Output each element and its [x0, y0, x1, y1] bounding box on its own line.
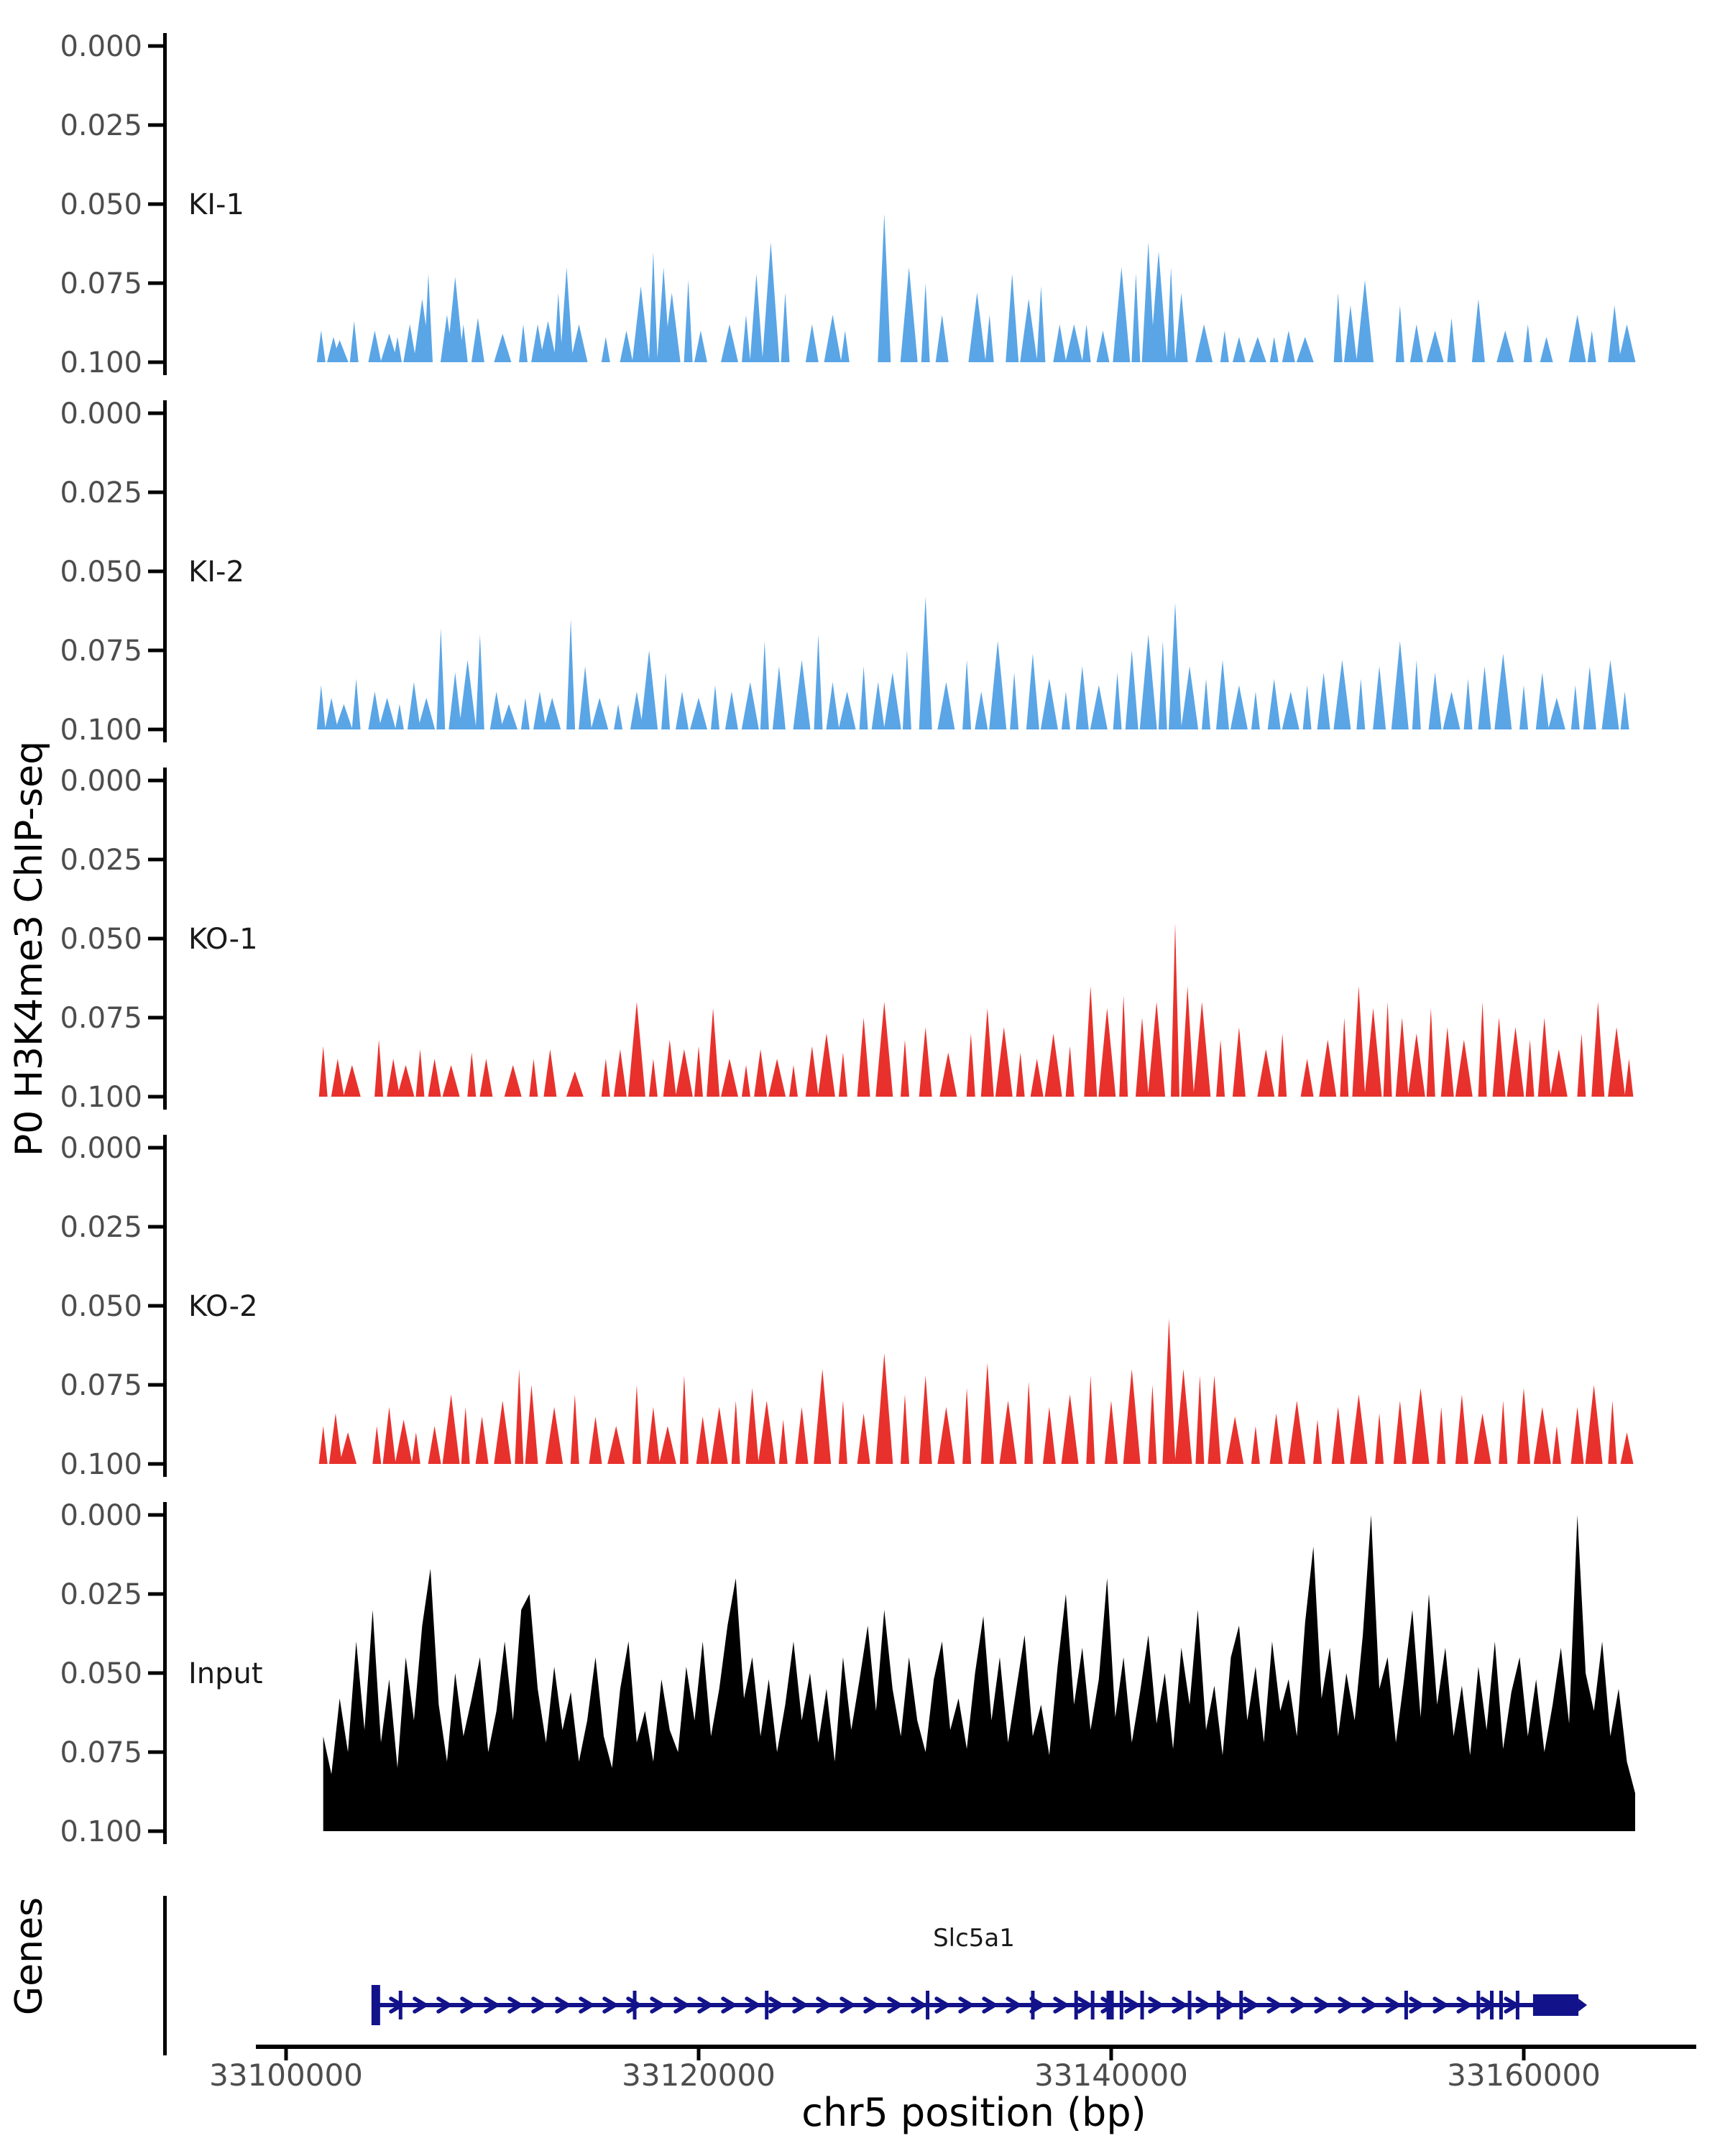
gene-exon-tick [1120, 1991, 1123, 2019]
y-tick-label: 0.050 [60, 1657, 142, 1690]
y-tick-label: 0.075 [60, 1369, 142, 1402]
y-tick [148, 1095, 163, 1099]
gene-exon-tick [1404, 1991, 1408, 2019]
y-tick-label: 0.000 [60, 1499, 142, 1532]
y-tick [148, 779, 163, 783]
x-axis-line [256, 2045, 1696, 2049]
y-tick-label: 0.075 [60, 1002, 142, 1035]
y-axis-line [163, 33, 167, 375]
gene-exon-tick [1239, 1991, 1243, 2019]
y-tick-label: 0.000 [60, 1132, 142, 1165]
y-tick-label: 0.100 [60, 1815, 142, 1848]
y-axis-line [163, 1135, 167, 1477]
x-tick-label: 33140000 [1034, 2058, 1188, 2093]
y-tick [148, 1751, 163, 1754]
y-axis-label: P0 H3K4me3 ChIP-seq [8, 740, 51, 1157]
y-tick [148, 1146, 163, 1150]
y-tick [148, 1383, 163, 1387]
y-tick-label: 0.000 [60, 765, 142, 798]
gene-exon-tick [1217, 1991, 1220, 2019]
gene-start-exon [372, 1985, 380, 2025]
x-tick-label: 33160000 [1447, 2058, 1601, 2093]
x-tick-label: 33100000 [209, 2058, 363, 2093]
y-tick [148, 124, 163, 127]
gene-exon-tick [1499, 1991, 1503, 2019]
gene-exon-tick [1476, 1991, 1480, 2019]
y-tick [148, 649, 163, 653]
gene-exon-tick [1188, 1991, 1192, 2019]
y-tick-label: 0.050 [60, 923, 142, 956]
y-tick [148, 1462, 163, 1466]
gene-exon-tick [1490, 1991, 1494, 2019]
y-tick-label: 0.025 [60, 476, 142, 510]
y-axis-line [163, 400, 167, 742]
gene-exon-tick [1091, 1991, 1095, 2019]
y-tick [148, 412, 163, 415]
gene-exon-tick [1141, 1991, 1144, 2019]
y-tick [148, 1672, 163, 1675]
y-tick-label: 0.025 [60, 109, 142, 142]
gene-terminal-exon [1533, 1994, 1578, 2016]
y-tick [148, 570, 163, 573]
y-tick-label: 0.100 [60, 1081, 142, 1114]
y-tick [148, 1514, 163, 1517]
x-tick-label: 33120000 [622, 2058, 776, 2093]
track-label: KI-1 [188, 188, 244, 221]
y-axis-line [163, 768, 167, 1110]
y-tick [148, 1304, 163, 1308]
y-tick [148, 937, 163, 941]
gene-exon-tick [926, 1991, 929, 2019]
gene-exon-tick [1075, 1991, 1078, 2019]
y-tick-label: 0.100 [60, 346, 142, 379]
y-tick [148, 728, 163, 732]
y-tick [148, 203, 163, 206]
gene-exon-tick [1107, 1991, 1114, 2019]
y-tick-label: 0.025 [60, 1211, 142, 1244]
y-tick-label: 0.025 [60, 1578, 142, 1611]
genes-y-axis-line [163, 1896, 167, 2055]
gene-name-label: Slc5a1 [933, 1924, 1015, 1953]
y-tick-label: 0.100 [60, 1448, 142, 1481]
y-tick-label: 0.000 [60, 30, 142, 63]
y-tick [148, 361, 163, 364]
gene-exon-tick [1031, 1991, 1034, 2019]
y-tick-label: 0.000 [60, 397, 142, 430]
y-tick-label: 0.075 [60, 635, 142, 668]
y-tick [148, 1593, 163, 1596]
y-tick [148, 491, 163, 494]
y-tick [148, 1225, 163, 1229]
track-label: KI-2 [188, 556, 244, 589]
gene-exon-tick [399, 1991, 402, 2019]
track-label: KO-2 [188, 1290, 258, 1323]
gene-exon-tick [765, 1991, 768, 2019]
y-tick [148, 1830, 163, 1833]
y-axis-line [163, 1502, 167, 1844]
y-tick [148, 45, 163, 48]
gene-exon-tick [633, 1991, 637, 2019]
track-label: KO-1 [188, 923, 258, 956]
track-label: Input [188, 1657, 263, 1690]
y-tick-label: 0.075 [60, 1736, 142, 1769]
genes-panel-label: Genes [8, 1897, 51, 2016]
y-tick-label: 0.025 [60, 844, 142, 877]
y-tick [148, 282, 163, 285]
y-tick [148, 1016, 163, 1020]
gene-exon-tick [1516, 1991, 1519, 2019]
y-tick [148, 858, 163, 862]
y-tick-label: 0.100 [60, 714, 142, 747]
y-tick-label: 0.050 [60, 556, 142, 589]
x-axis-label: chr5 position (bp) [801, 2090, 1146, 2135]
y-tick-label: 0.050 [60, 1290, 142, 1323]
y-tick-label: 0.075 [60, 267, 142, 300]
y-tick-label: 0.050 [60, 188, 142, 221]
